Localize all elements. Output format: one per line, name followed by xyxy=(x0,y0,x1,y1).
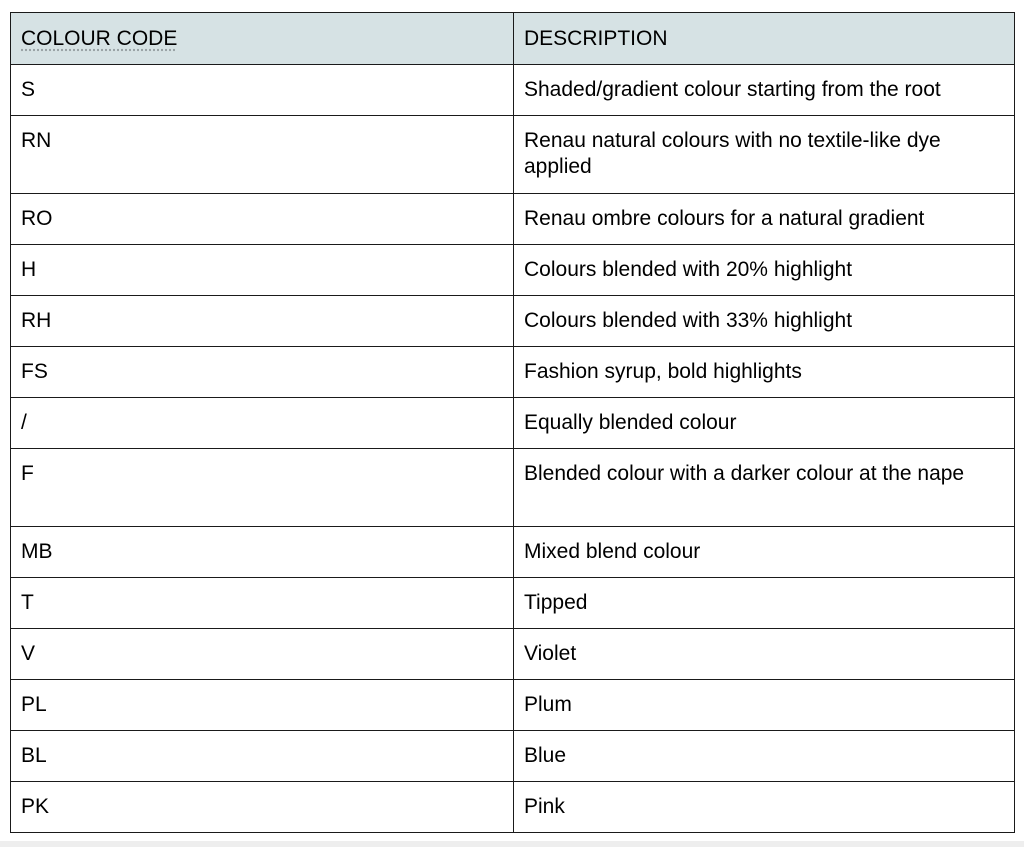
description-cell: Pink xyxy=(514,782,1015,833)
description-header: DESCRIPTION xyxy=(514,13,1015,65)
colour-code-cell: S xyxy=(11,65,514,116)
table-row xyxy=(11,296,1015,347)
description-cell: Plum xyxy=(514,680,1015,731)
table-row xyxy=(11,245,1015,296)
table-row xyxy=(11,449,1015,527)
table-row xyxy=(11,731,1015,782)
colour-code-header-text: COLOUR CODE xyxy=(21,27,178,50)
description-cell: Shaded/gradient colour starting from the root xyxy=(514,65,1015,116)
colour-code-cell: V xyxy=(11,629,514,680)
colour-code-cell: RO xyxy=(11,194,514,245)
colour-code-cell: T xyxy=(11,578,514,629)
description-cell: Colours blended with 20% highlight xyxy=(514,245,1015,296)
table-row xyxy=(11,347,1015,398)
table-row xyxy=(11,527,1015,578)
table-row xyxy=(11,782,1015,833)
colour-code-cell: RN xyxy=(11,116,514,194)
description-cell: Renau natural colours with no textile-like dye applied xyxy=(514,116,1015,194)
colour-code-cell: PK xyxy=(11,782,514,833)
table-row xyxy=(11,578,1015,629)
table-row xyxy=(11,680,1015,731)
colour-code-cell: RH xyxy=(11,296,514,347)
colour-code-table xyxy=(10,12,1015,833)
colour-code-cell: F xyxy=(11,449,514,527)
header-row xyxy=(11,13,1015,65)
description-cell: Blue xyxy=(514,731,1015,782)
description-cell: Violet xyxy=(514,629,1015,680)
colour-code-header xyxy=(11,13,514,65)
table-row xyxy=(11,629,1015,680)
table-body xyxy=(11,65,1015,833)
colour-code-cell: PL xyxy=(11,680,514,731)
description-cell: Blended colour with a darker colour at the nape xyxy=(514,449,1015,527)
description-cell: Mixed blend colour xyxy=(514,527,1015,578)
colour-code-cell: MB xyxy=(11,527,514,578)
colour-code-cell: BL xyxy=(11,731,514,782)
table-row xyxy=(11,398,1015,449)
table-row xyxy=(11,194,1015,245)
page-bottom-divider xyxy=(0,841,1024,847)
table-row xyxy=(11,116,1015,194)
description-cell: Renau ombre colours for a natural gradient xyxy=(514,194,1015,245)
description-cell: Equally blended colour xyxy=(514,398,1015,449)
colour-code-cell: H xyxy=(11,245,514,296)
description-cell: Tipped xyxy=(514,578,1015,629)
table-row xyxy=(11,65,1015,116)
colour-code-cell: / xyxy=(11,398,514,449)
description-cell: Colours blended with 33% highlight xyxy=(514,296,1015,347)
colour-code-cell: FS xyxy=(11,347,514,398)
description-cell: Fashion syrup, bold highlights xyxy=(514,347,1015,398)
table-header xyxy=(11,13,1015,65)
